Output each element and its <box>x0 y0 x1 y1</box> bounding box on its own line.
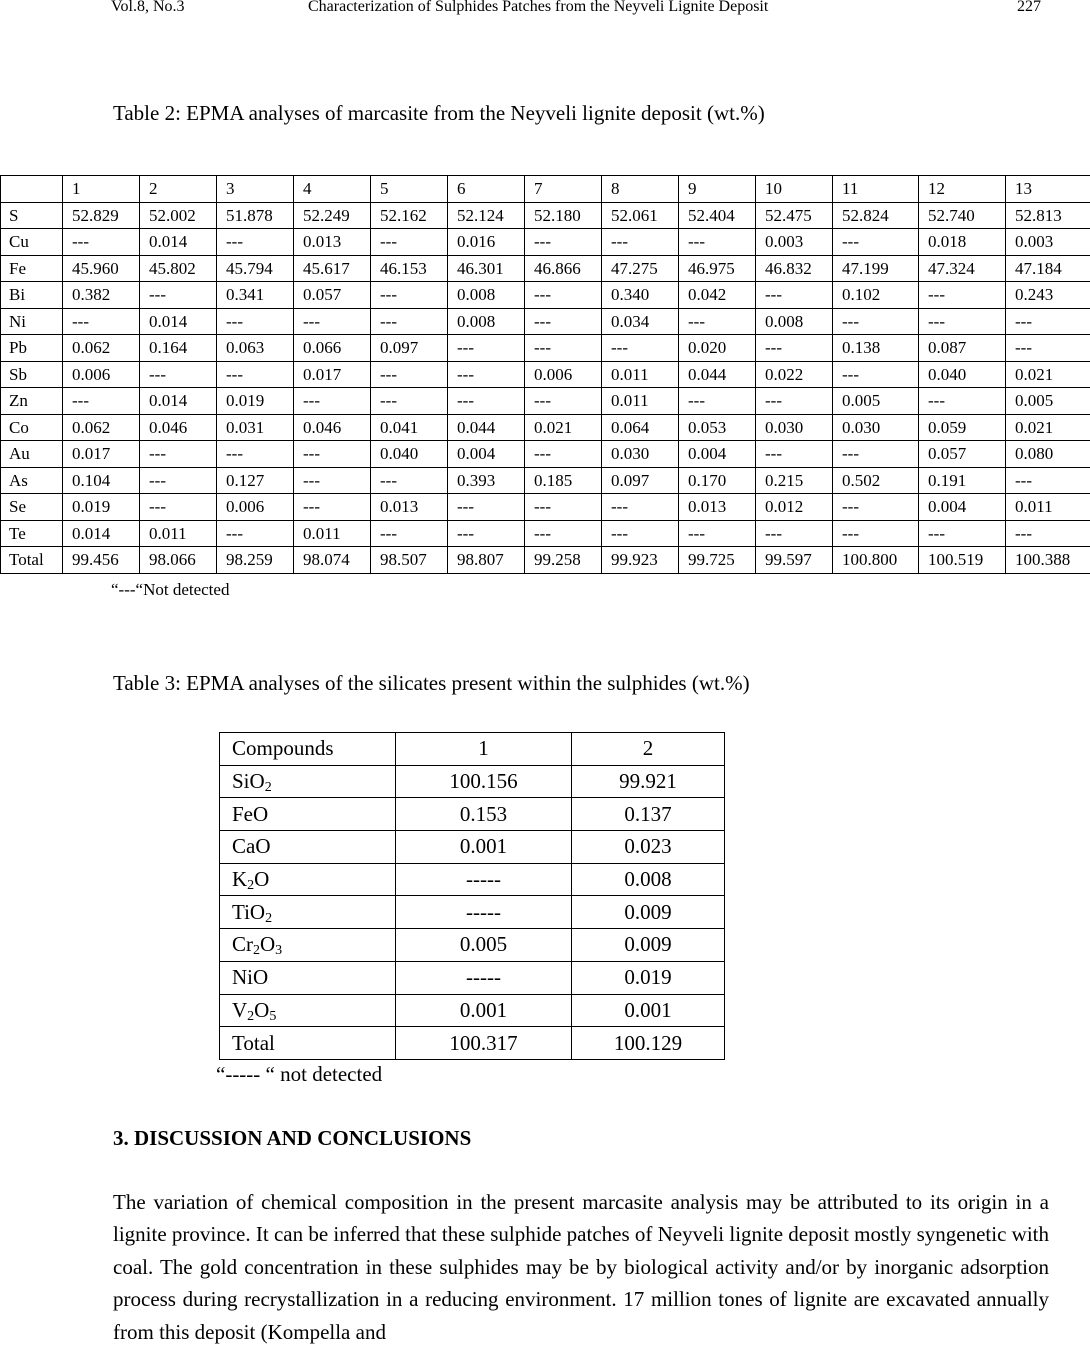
compound-name <box>220 798 396 831</box>
table-cell: 52.740 <box>919 202 1006 229</box>
formula-text: NiO <box>232 965 268 989</box>
table-cell: --- <box>371 388 448 415</box>
compound-name <box>220 929 396 962</box>
table-cell: --- <box>602 494 679 521</box>
table-row <box>1 388 1090 415</box>
table-cell: 46.153 <box>371 255 448 282</box>
table-cell: 52.824 <box>833 202 919 229</box>
table-cell: 52.180 <box>525 202 602 229</box>
table-cell: --- <box>756 441 833 468</box>
table-cell: --- <box>679 229 756 256</box>
table-cell: 0.097 <box>371 335 448 362</box>
table-cell: 0.008 <box>448 282 525 309</box>
table-cell: --- <box>1006 335 1090 362</box>
table-cell: --- <box>448 520 525 547</box>
table-cell: 100.317 <box>396 1027 572 1060</box>
table-cell: 0.044 <box>448 414 525 441</box>
table-cell: --- <box>919 308 1006 335</box>
row-label: Se <box>1 494 63 521</box>
table-cell: 0.016 <box>448 229 525 256</box>
table-cell: 98.066 <box>140 547 217 574</box>
running-header <box>0 0 1090 22</box>
table-cell: 100.519 <box>919 547 1006 574</box>
column-header: 12 <box>919 176 1006 203</box>
table-cell: 0.004 <box>448 441 525 468</box>
table-cell: 99.597 <box>756 547 833 574</box>
table-cell: --- <box>525 388 602 415</box>
table-cell: --- <box>448 335 525 362</box>
row-label: Zn <box>1 388 63 415</box>
formula-text: TiO <box>232 900 265 924</box>
table-cell: 0.080 <box>1006 441 1090 468</box>
formula-text: O <box>260 932 275 956</box>
table-cell: --- <box>525 282 602 309</box>
row-label: Total <box>1 547 63 574</box>
row-label: Te <box>1 520 63 547</box>
table-cell: 0.014 <box>63 520 140 547</box>
table-cell: --- <box>63 388 140 415</box>
table-cell: --- <box>371 361 448 388</box>
table-cell: 45.960 <box>63 255 140 282</box>
table-cell: 0.004 <box>919 494 1006 521</box>
table-cell: 0.011 <box>602 361 679 388</box>
table-cell: 0.005 <box>1006 388 1090 415</box>
column-header: 2 <box>572 733 725 766</box>
table-cell: 45.617 <box>294 255 371 282</box>
column-header: 13 <box>1006 176 1090 203</box>
table-cell: --- <box>217 441 294 468</box>
table-cell: 100.388 <box>1006 547 1090 574</box>
table-cell: 0.030 <box>833 414 919 441</box>
table2-caption: Table 2: EPMA analyses of marcasite from the Neyveli lignite deposit (wt.%) <box>113 101 765 126</box>
table3-silicates-epma <box>219 732 725 1060</box>
table-cell: 0.005 <box>396 929 572 962</box>
table-row <box>1 494 1090 521</box>
table-cell: 0.008 <box>448 308 525 335</box>
table-cell: --- <box>217 308 294 335</box>
row-label: Sb <box>1 361 63 388</box>
table-cell: 0.001 <box>396 831 572 864</box>
table-cell: 0.040 <box>919 361 1006 388</box>
table-cell: 0.021 <box>1006 414 1090 441</box>
table-row <box>220 994 725 1027</box>
table-cell: 0.001 <box>572 994 725 1027</box>
column-header: 11 <box>833 176 919 203</box>
table-cell: 100.156 <box>396 765 572 798</box>
table-cell: 0.013 <box>371 494 448 521</box>
table-cell: 0.191 <box>919 467 1006 494</box>
table-cell: --- <box>919 388 1006 415</box>
table-cell: 0.001 <box>396 994 572 1027</box>
journal-volume: Vol.8, No.3 <box>111 0 185 16</box>
row-label: Fe <box>1 255 63 282</box>
table-row <box>220 765 725 798</box>
table-cell: --- <box>448 361 525 388</box>
table-cell: 46.975 <box>679 255 756 282</box>
table-cell: 0.030 <box>602 441 679 468</box>
compound-name <box>220 831 396 864</box>
table-cell: --- <box>756 388 833 415</box>
table-cell: 0.063 <box>217 335 294 362</box>
table-cell: --- <box>1006 308 1090 335</box>
table-cell: --- <box>371 467 448 494</box>
table-cell: --- <box>833 361 919 388</box>
table-cell: --- <box>371 229 448 256</box>
table-cell: 0.011 <box>294 520 371 547</box>
table-cell: --- <box>679 388 756 415</box>
table-cell: 0.005 <box>833 388 919 415</box>
table3-caption: Table 3: EPMA analyses of the silicates present within the sulphides (wt.%) <box>113 671 750 696</box>
table-cell: 0.014 <box>140 388 217 415</box>
formula-subscript: 3 <box>275 943 282 958</box>
table-cell: 47.275 <box>602 255 679 282</box>
formula-text: O <box>254 998 269 1022</box>
table-cell: 0.138 <box>833 335 919 362</box>
table-cell: 0.053 <box>679 414 756 441</box>
table-cell: 0.014 <box>140 308 217 335</box>
table-cell: 0.019 <box>63 494 140 521</box>
table-cell: --- <box>140 361 217 388</box>
body-paragraph: The variation of chemical composition in the present marcasite analysis may be attributed to its origin in a lignite province. It can be inferred that these sulphide patches of Neyveli lignite deposit mostly syngenetic with coal. The gold concentration in these sulphides may be by biological activity and/or by inorganic adsorption process during recrystallization in a reducing environment. 17 million tones of lignite are excavated annually from this deposit (Kompella and <box>113 1186 1049 1348</box>
table-cell: --- <box>833 441 919 468</box>
table-cell: --- <box>756 520 833 547</box>
table-row <box>1 520 1090 547</box>
table-cell: 51.878 <box>217 202 294 229</box>
compound-name <box>220 863 396 896</box>
table-cell: --- <box>602 520 679 547</box>
compound-name <box>220 994 396 1027</box>
table-cell: --- <box>1006 467 1090 494</box>
table-cell: --- <box>679 520 756 547</box>
table-row <box>220 929 725 962</box>
table-row <box>1 229 1090 256</box>
table-cell: 100.800 <box>833 547 919 574</box>
table-cell: 0.502 <box>833 467 919 494</box>
table-cell: 0.011 <box>1006 494 1090 521</box>
table-cell: 0.017 <box>294 361 371 388</box>
running-title: Characterization of Sulphides Patches from the Neyveli Lignite Deposit <box>308 0 768 16</box>
table-row <box>220 831 725 864</box>
table-cell: --- <box>371 520 448 547</box>
table-cell: 0.019 <box>572 961 725 994</box>
formula-text: Cr <box>232 932 253 956</box>
table3-footnote: “----- “ not detected <box>216 1062 382 1087</box>
table-cell: 0.382 <box>63 282 140 309</box>
formula-subscript: 2 <box>253 943 260 958</box>
table-cell: 52.829 <box>63 202 140 229</box>
column-header: 1 <box>63 176 140 203</box>
table-cell: 0.020 <box>679 335 756 362</box>
table-cell: 52.249 <box>294 202 371 229</box>
table-cell: --- <box>448 494 525 521</box>
table-cell: 52.061 <box>602 202 679 229</box>
table-cell: 0.170 <box>679 467 756 494</box>
formula-text: Total <box>232 1031 275 1055</box>
table-cell: --- <box>63 308 140 335</box>
table-row <box>220 863 725 896</box>
table-cell: --- <box>602 229 679 256</box>
formula-subscript: 2 <box>247 1009 254 1024</box>
table-cell: 0.341 <box>217 282 294 309</box>
table-cell: --- <box>525 335 602 362</box>
table-cell: 46.301 <box>448 255 525 282</box>
table-cell: 0.040 <box>371 441 448 468</box>
table-header-row <box>220 733 725 766</box>
table-row <box>1 441 1090 468</box>
table-cell: 0.003 <box>756 229 833 256</box>
table-cell: 46.832 <box>756 255 833 282</box>
table-cell: 0.041 <box>371 414 448 441</box>
table-cell: ----- <box>396 896 572 929</box>
table-cell: 47.324 <box>919 255 1006 282</box>
table-cell: --- <box>525 441 602 468</box>
table-cell: 0.127 <box>217 467 294 494</box>
table-cell: 0.164 <box>140 335 217 362</box>
table-cell: 52.404 <box>679 202 756 229</box>
table-cell: 0.046 <box>140 414 217 441</box>
table-cell: --- <box>294 441 371 468</box>
table-cell: 0.062 <box>63 414 140 441</box>
table-cell: 0.004 <box>679 441 756 468</box>
column-header: 7 <box>525 176 602 203</box>
column-header: 2 <box>140 176 217 203</box>
table-cell: 52.162 <box>371 202 448 229</box>
table-cell: 0.066 <box>294 335 371 362</box>
table-cell: --- <box>140 494 217 521</box>
table-cell: 52.124 <box>448 202 525 229</box>
table-cell: --- <box>919 282 1006 309</box>
table-cell: --- <box>371 308 448 335</box>
table-cell: 0.013 <box>679 494 756 521</box>
column-header: 9 <box>679 176 756 203</box>
column-header: 3 <box>217 176 294 203</box>
row-label: Bi <box>1 282 63 309</box>
table-cell: --- <box>525 308 602 335</box>
table-cell: 99.923 <box>602 547 679 574</box>
column-header <box>1 176 63 203</box>
table2-marcasite-epma <box>0 175 1090 574</box>
table-cell: 0.023 <box>572 831 725 864</box>
table-cell: 0.215 <box>756 467 833 494</box>
table-cell: 52.813 <box>1006 202 1090 229</box>
column-header: Compounds <box>220 733 396 766</box>
table-cell: 99.921 <box>572 765 725 798</box>
table-cell: 98.259 <box>217 547 294 574</box>
table-cell: 0.021 <box>1006 361 1090 388</box>
table-cell: 0.062 <box>63 335 140 362</box>
table-cell: 98.507 <box>371 547 448 574</box>
table-cell: --- <box>919 520 1006 547</box>
table-cell: 0.014 <box>140 229 217 256</box>
table-cell: 45.794 <box>217 255 294 282</box>
table-cell: 0.022 <box>756 361 833 388</box>
table-cell: 0.057 <box>294 282 371 309</box>
table-cell: --- <box>63 229 140 256</box>
table-row <box>1 282 1090 309</box>
table-cell: 45.802 <box>140 255 217 282</box>
table-cell: --- <box>679 308 756 335</box>
table-cell: 52.002 <box>140 202 217 229</box>
table-cell: 0.104 <box>63 467 140 494</box>
column-header: 5 <box>371 176 448 203</box>
formula-text: O <box>254 867 269 891</box>
table-cell: --- <box>1006 520 1090 547</box>
column-header: 6 <box>448 176 525 203</box>
table-cell: --- <box>756 282 833 309</box>
table-cell: 0.006 <box>525 361 602 388</box>
table-cell: 0.009 <box>572 896 725 929</box>
table-cell: 0.012 <box>756 494 833 521</box>
table-cell: ----- <box>396 863 572 896</box>
table-cell: 98.807 <box>448 547 525 574</box>
table-cell: 0.013 <box>294 229 371 256</box>
table-cell: ----- <box>396 961 572 994</box>
column-header: 4 <box>294 176 371 203</box>
table-cell: 0.031 <box>217 414 294 441</box>
table-cell: 0.102 <box>833 282 919 309</box>
row-label: Ni <box>1 308 63 335</box>
table-cell: 0.006 <box>217 494 294 521</box>
table-cell: --- <box>833 520 919 547</box>
column-header: 10 <box>756 176 833 203</box>
table-cell: 0.030 <box>756 414 833 441</box>
table-cell: 47.184 <box>1006 255 1090 282</box>
table-cell: 0.340 <box>602 282 679 309</box>
table-cell: --- <box>140 467 217 494</box>
table-row <box>1 361 1090 388</box>
row-label: S <box>1 202 63 229</box>
table-cell: 0.018 <box>919 229 1006 256</box>
table-cell: 0.087 <box>919 335 1006 362</box>
table-cell: 0.006 <box>63 361 140 388</box>
table-cell: 99.725 <box>679 547 756 574</box>
table-cell: --- <box>602 335 679 362</box>
table-cell: --- <box>525 520 602 547</box>
table-row <box>1 308 1090 335</box>
table-cell: 0.097 <box>602 467 679 494</box>
table-cell: 99.456 <box>63 547 140 574</box>
formula-subscript: 2 <box>247 878 254 893</box>
table-cell: --- <box>371 282 448 309</box>
table-cell: 0.153 <box>396 798 572 831</box>
table-row <box>1 202 1090 229</box>
compound-name <box>220 896 396 929</box>
table-cell: 0.019 <box>217 388 294 415</box>
formula-subscript: 2 <box>265 911 272 926</box>
table-cell: 0.057 <box>919 441 1006 468</box>
column-header: 1 <box>396 733 572 766</box>
table-cell: 0.003 <box>1006 229 1090 256</box>
formula-text: FeO <box>232 802 268 826</box>
table-cell: 0.044 <box>679 361 756 388</box>
table-cell: 0.009 <box>572 929 725 962</box>
table-row <box>1 335 1090 362</box>
table-cell: 0.008 <box>756 308 833 335</box>
table2-footnote: “---“Not detected <box>111 580 229 600</box>
table-cell: --- <box>217 361 294 388</box>
formula-subscript: 5 <box>269 1009 276 1024</box>
formula-text: CaO <box>232 834 271 858</box>
table-cell: 98.074 <box>294 547 371 574</box>
table-cell: 0.008 <box>572 863 725 896</box>
table-cell: --- <box>525 494 602 521</box>
table-cell: --- <box>448 388 525 415</box>
table-cell: 0.011 <box>140 520 217 547</box>
table-cell: 47.199 <box>833 255 919 282</box>
table-row <box>220 896 725 929</box>
table-cell: --- <box>833 494 919 521</box>
table-row <box>220 961 725 994</box>
table-cell: --- <box>140 441 217 468</box>
table-row <box>220 1027 725 1060</box>
section-heading: 3. DISCUSSION AND CONCLUSIONS <box>113 1126 471 1151</box>
row-label: Cu <box>1 229 63 256</box>
table-cell: 0.034 <box>602 308 679 335</box>
row-label: As <box>1 467 63 494</box>
table-cell: --- <box>294 467 371 494</box>
column-header: 8 <box>602 176 679 203</box>
table-cell: 100.129 <box>572 1027 725 1060</box>
table-cell: --- <box>833 229 919 256</box>
table-cell: 0.011 <box>602 388 679 415</box>
table-cell: --- <box>294 494 371 521</box>
table-cell: 46.866 <box>525 255 602 282</box>
page-number: 227 <box>1017 0 1041 16</box>
formula-subscript: 2 <box>265 780 272 795</box>
table-cell: --- <box>833 308 919 335</box>
table-row <box>220 798 725 831</box>
formula-text: SiO <box>232 769 265 793</box>
compound-name <box>220 765 396 798</box>
table-cell: 0.064 <box>602 414 679 441</box>
formula-text: K <box>232 867 247 891</box>
table-cell: 99.258 <box>525 547 602 574</box>
table-cell: 0.393 <box>448 467 525 494</box>
table-row <box>1 414 1090 441</box>
table-cell: 0.017 <box>63 441 140 468</box>
table-cell: --- <box>294 308 371 335</box>
row-label: Au <box>1 441 63 468</box>
table-cell: 0.042 <box>679 282 756 309</box>
table-row <box>1 255 1090 282</box>
table-row <box>1 547 1090 574</box>
table-cell: 0.185 <box>525 467 602 494</box>
table-header-row <box>1 176 1090 203</box>
compound-name <box>220 961 396 994</box>
table-cell: 0.021 <box>525 414 602 441</box>
table-cell: 0.137 <box>572 798 725 831</box>
table-cell: 0.243 <box>1006 282 1090 309</box>
table-cell: 0.059 <box>919 414 1006 441</box>
table-cell: --- <box>525 229 602 256</box>
row-label: Pb <box>1 335 63 362</box>
table-cell: 0.046 <box>294 414 371 441</box>
table-cell: --- <box>294 388 371 415</box>
compound-name <box>220 1027 396 1060</box>
formula-text: V <box>232 998 247 1022</box>
table-cell: --- <box>140 282 217 309</box>
table-cell: --- <box>756 335 833 362</box>
table-cell: --- <box>217 229 294 256</box>
table-row <box>1 467 1090 494</box>
table-cell: 52.475 <box>756 202 833 229</box>
row-label: Co <box>1 414 63 441</box>
table-cell: --- <box>217 520 294 547</box>
